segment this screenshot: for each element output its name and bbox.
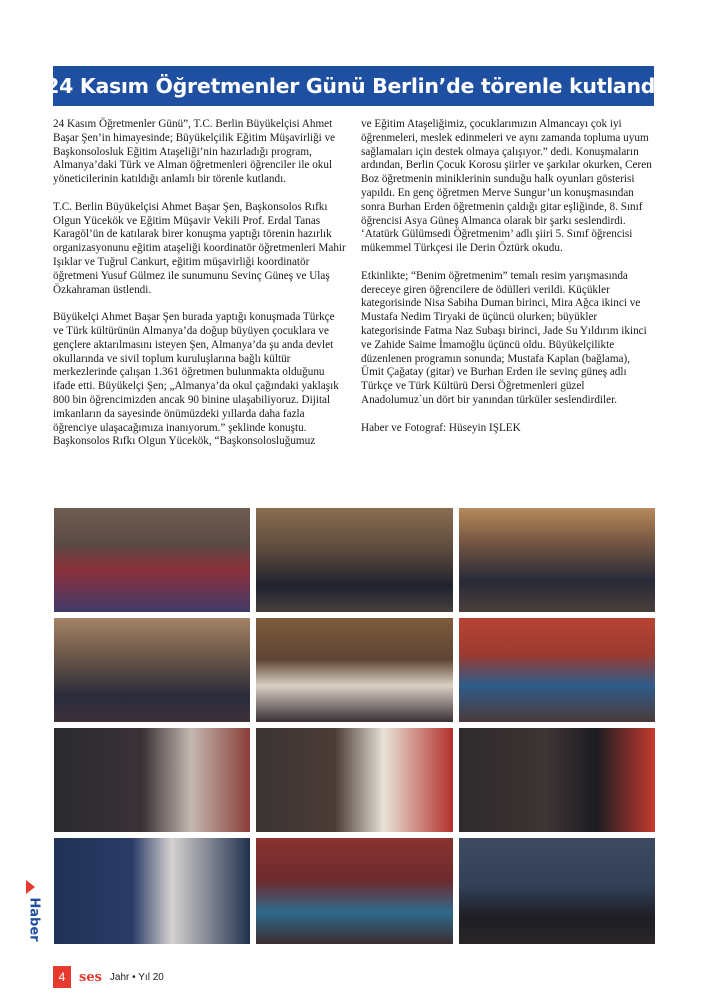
section-tab: [22, 880, 44, 940]
article-title: 24 Kasım Öğretmenler Günü Berlin’de törenle kutlandı: [53, 66, 654, 106]
page-footer: [53, 966, 164, 988]
chevron-right-icon: [26, 880, 35, 894]
photo-award-winners: [256, 618, 453, 722]
paragraph: ve Eğitim Ataşeliğimiz, çocuklarımızın Almancayı çok iyi öğrenmeleri, meslek edinmeleri ve aynı zamanda topluma uyum sağlamaları için destek olmaya çalışıyor.” dedi. Konuşmaların ardından, Berlin Çocuk Korosu şiirler ve şarkılar okurken, Ceren Boz öğretmenin miniklerinin sunduğu halk oyunları gösterisi yapıldı. En genç öğretmen Merve Sungur’un konuşmasından sonra Burhan Erden öğretmenin çaldığı gitar eşliğinde, 8. Sınıf öğrencisi Asya Güneş Almanca olarak bir şarkı seslendirdi. ‘Atatürk Gülümsedi Öğretmenim’ adlı şiiri 5. Sınıf öğrencisi mükemmel Türkçesi ile Derin Öztürk okudu.: [361, 118, 652, 255]
photo-musicians: [459, 838, 655, 944]
magazine-logo: ses: [79, 969, 102, 985]
photo-officials-group: [256, 508, 453, 612]
photo-girl-singing-guitar: [459, 728, 655, 832]
article-column-left: [53, 118, 346, 463]
paragraph: T.C. Berlin Büyükelçisi Ahmet Başar Şen, Başkonsolos Rıfkı Olgun Yücekök ve Eğitim Müşavir Vekili Prof. Erdal Tanas Karagöl’ün de katılarak birer konuşma yaptığı törenin hazırlık organizasyonunu eğitim ataşeliği koordinatör öğretmenleri Mahir Işıklar ve Tuğrul Cankurt, eğitim müşavirliği koordinatör öğretmeni Yusuf Gülmez ile sunumunu Sevinç Güneş ve Ulaş Özkahraman üstlendi.: [53, 200, 346, 296]
photo-folk-dance: [459, 618, 655, 722]
paragraph: 24 Kasım Öğretmenler Günü”, T.C. Berlin Büyükelçisi Ahmet Başar Şen’in himayesinde; Büyükelçilik Eğitim Müşavirliği ve Başkonsolosluk Eğitim Ataşeliği’nin hazırladığı program, Almanya’daki Türk ve Alman öğretmenleri öğrenciler ile okul yöneticilerinin katıldığı anlamlı bir törenle kutlandı.: [53, 118, 336, 186]
paragraph: Etkinlikte; “Benim öğretmenim” temalı resim yarışmasında dereceye giren öğrencilere de ödülleri verildi. Küçükler kategorisinde Nisa Sabiha Duman birinci, Mira Ağca ikinci ve Mustafa Nedim Tiryaki de üçüncü olurken; büyükler kategorisinde Fatma Naz Subaşı birinci, Jade Su Yıldırım ikinci ve Zahide Saime İmamoğlu üçüncü oldu. Büyükelçilikte düzenlenen programın sonunda; Mustafa Kaplan (bağlama), Ümit Çağatay (gitar) ve Burhan Erden ile sevinç güneş adlı Türkçe ve Türk Kültürü Dersi Öğretmenleri güzel Anadolumuz`un dört bir yanından türküler seslendirdiler.: [361, 269, 647, 406]
photo-group-children: [54, 508, 250, 612]
issue-year: Jahr • Yıl 20: [109, 971, 164, 983]
photo-girl-reciting: [54, 838, 250, 944]
article-column-right: [361, 118, 654, 449]
photo-boy-drawing: [256, 728, 453, 832]
photo-dance-stage: [256, 838, 453, 944]
page-number: 4: [53, 966, 71, 988]
paragraph: Büyükelçi Ahmet Başar Şen burada yaptığı konuşmada Türkçe ve Türk kültürünün Almanya’da doğup büyüyen çocuklara ve gençlere aktarılmasını isteyen Şen, Almanya’da şu anda devlet okullarında ve sivil toplum kuruluşlarına bağlı kültür merkezlerinde çalışan 1.361 öğretmen bulunmakta olduğunu ifade etti. Büyükelçi Şen; „Almanya’da okul çağındaki yaklaşık 800 bin öğrencimizden ancak 90 binine ulaşabiliyoruz. Dijital imkanların da sayesinde önümüzdeki yıllarda daha fazla öğrenciye ulaşacağımıza inanıyorum.” şeklinde konuştu. Başkonsolos Rıfkı Olgun Yücekök, “Başkonsolosluğumuz: [53, 311, 339, 448]
photo-audience-seated: [54, 618, 250, 722]
photo-credit: Haber ve Fotograf: Hüseyin IŞLEK: [361, 421, 521, 434]
photo-audience-standing: [459, 508, 655, 612]
photo-girl-drawing: [54, 728, 250, 832]
section-label: Haber: [26, 897, 42, 942]
